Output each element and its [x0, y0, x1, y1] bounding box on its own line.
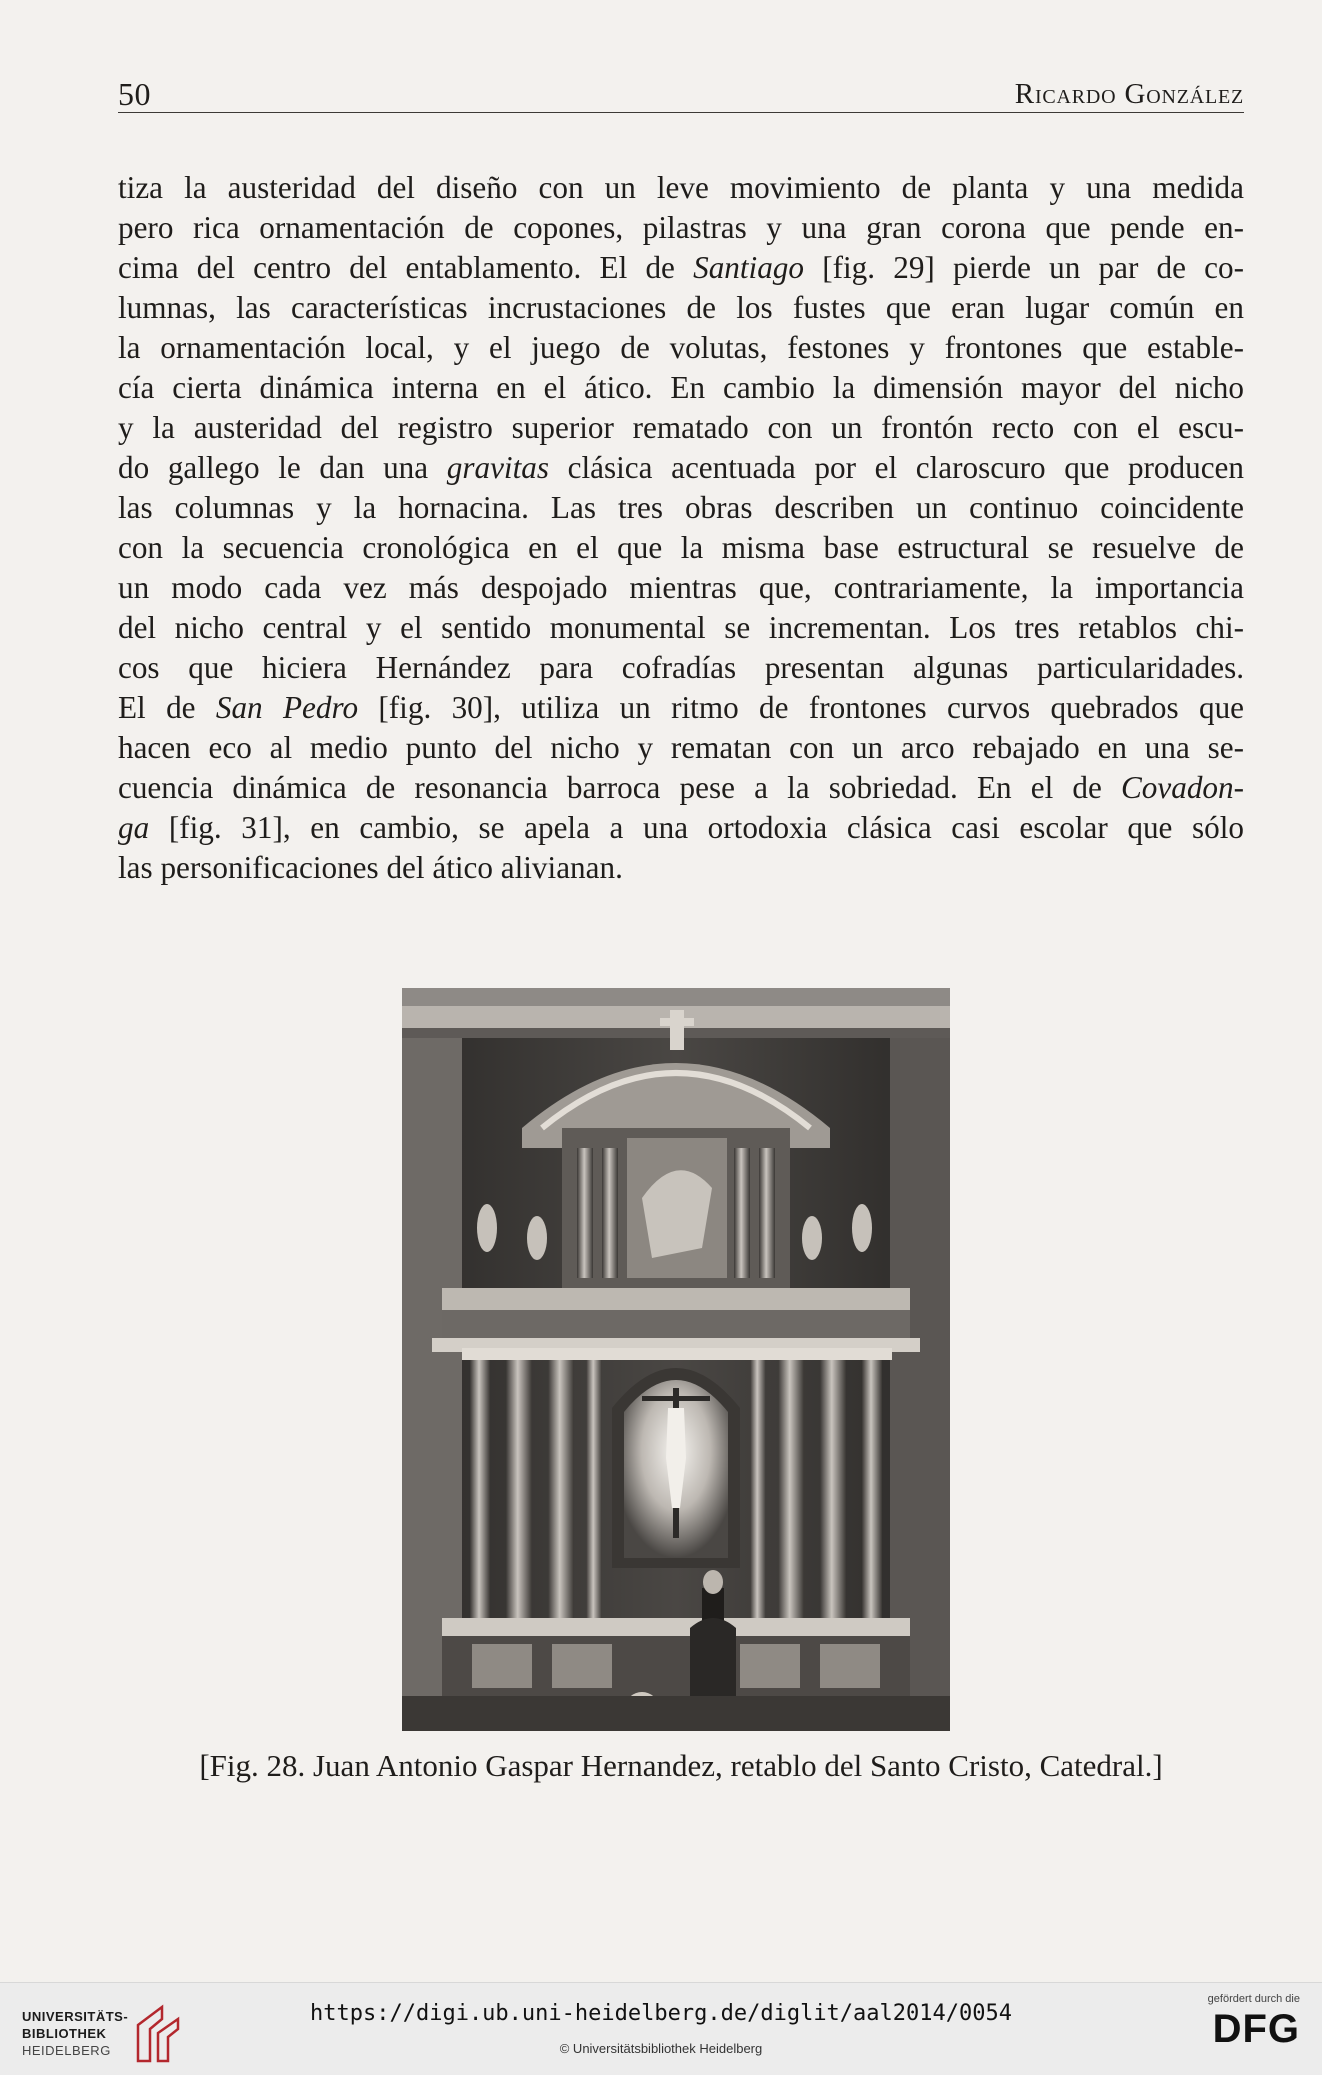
italic-text: Covadon- — [1121, 770, 1244, 805]
text-line — [118, 328, 1244, 368]
footer-url-link[interactable]: https://digi.ub.uni-heidelberg.de/diglit/aal2014/0054 — [310, 2001, 1012, 2026]
text-run: con la secuencia cronológica en el que la misma base estructural se resuelve de — [118, 530, 1244, 565]
text-line — [118, 448, 1244, 488]
library-logo-line1: UNIVERSITÄTS- — [22, 2009, 129, 2024]
text-run: un modo cada vez más despojado mientras que, contrariamente, la importancia — [118, 570, 1244, 605]
text-run: cuencia dinámica de resonancia barroca pese a la sobriedad. En el de — [118, 770, 1121, 805]
text-run: hacen eco al medio punto del nicho y rematan con un arco rebajado en una se- — [118, 730, 1244, 765]
text-line — [118, 528, 1244, 568]
text-line — [118, 568, 1244, 608]
dfg-label: gefördert durch die — [1207, 1993, 1300, 2005]
footer-copyright: © Universitätsbibliothek Heidelberg — [559, 2041, 763, 2056]
text-line — [118, 808, 1244, 848]
page-number: 50 — [118, 76, 151, 112]
text-line — [118, 408, 1244, 448]
italic-text: San Pedro — [215, 690, 359, 725]
text-line — [118, 208, 1244, 248]
text-run: [fig. 29] pierde un par de co- — [804, 250, 1244, 285]
text-line — [118, 688, 1244, 728]
text-run: del nicho central y el sentido monumental se incrementan. Los tres retablos chi- — [118, 610, 1244, 645]
text-line — [118, 248, 1244, 288]
text-run: cos que hiciera Hernández para cofradías presentan algunas particularidades. — [118, 650, 1244, 685]
figure-caption: [Fig. 28. Juan Antonio Gaspar Hernandez, retablo del Santo Cristo, Catedral.] — [199, 1748, 1163, 1783]
text-run: lumnas, las características incrustaciones de los fustes que eran lugar común en — [118, 290, 1244, 325]
text-run: El de — [118, 690, 216, 725]
text-run: cía cierta dinámica interna en el ático. En cambio la dimensión mayor del nicho — [118, 370, 1244, 405]
italic-text: ga — [118, 810, 150, 845]
text-line — [118, 168, 1244, 208]
dfg-name: DFG — [1212, 2007, 1300, 2051]
text-run: [fig. 30], utiliza un ritmo de frontones curvos quebrados que — [358, 690, 1244, 725]
text-run: clásica acentuada por el claroscuro que producen — [548, 450, 1244, 485]
text-line — [118, 608, 1244, 648]
header-rule — [118, 112, 1244, 113]
text-line — [118, 768, 1244, 808]
figure-photo — [402, 988, 950, 1731]
text-run: cima del centro del entablamento. El de — [118, 250, 694, 285]
text-line — [118, 288, 1244, 328]
text-run: las personificaciones del ático alivianan. — [118, 850, 623, 885]
text-run: [fig. 31], en cambio, se apela a una ortodoxia clásica casi escolar que sólo — [149, 810, 1244, 845]
text-run: tiza la austeridad del diseño con un leve movimiento de planta y una medida — [118, 170, 1244, 205]
text-line — [118, 488, 1244, 528]
text-run: la ornamentación local, y el juego de volutas, festones y frontones que estable- — [118, 330, 1244, 365]
text-run: pero rica ornamentación de copones, pilastras y una gran corona que pende en- — [118, 210, 1244, 245]
dfg-logo[interactable] — [1190, 1993, 1300, 2067]
text-line — [118, 648, 1244, 688]
running-head: Ricardo González — [1014, 78, 1244, 110]
italic-text: gravitas — [446, 450, 549, 485]
footer-bar — [0, 1982, 1322, 2075]
library-logo-line2: BIBLIOTHEK — [22, 2026, 107, 2041]
body-text — [118, 168, 1244, 888]
altarpiece-photo — [402, 988, 950, 1731]
text-line — [118, 368, 1244, 408]
text-line — [118, 848, 1244, 888]
text-run: do gallego le dan una — [118, 450, 447, 485]
library-logo-line3: HEIDELBERG — [22, 2043, 111, 2058]
italic-text: Santiago — [693, 250, 804, 285]
text-line — [118, 728, 1244, 768]
text-run: las columnas y la hornacina. Las tres obras describen un continuo coincidente — [118, 490, 1244, 525]
text-run: y la austeridad del registro superior rematado con un frontón recto con el escu- — [118, 410, 1244, 445]
